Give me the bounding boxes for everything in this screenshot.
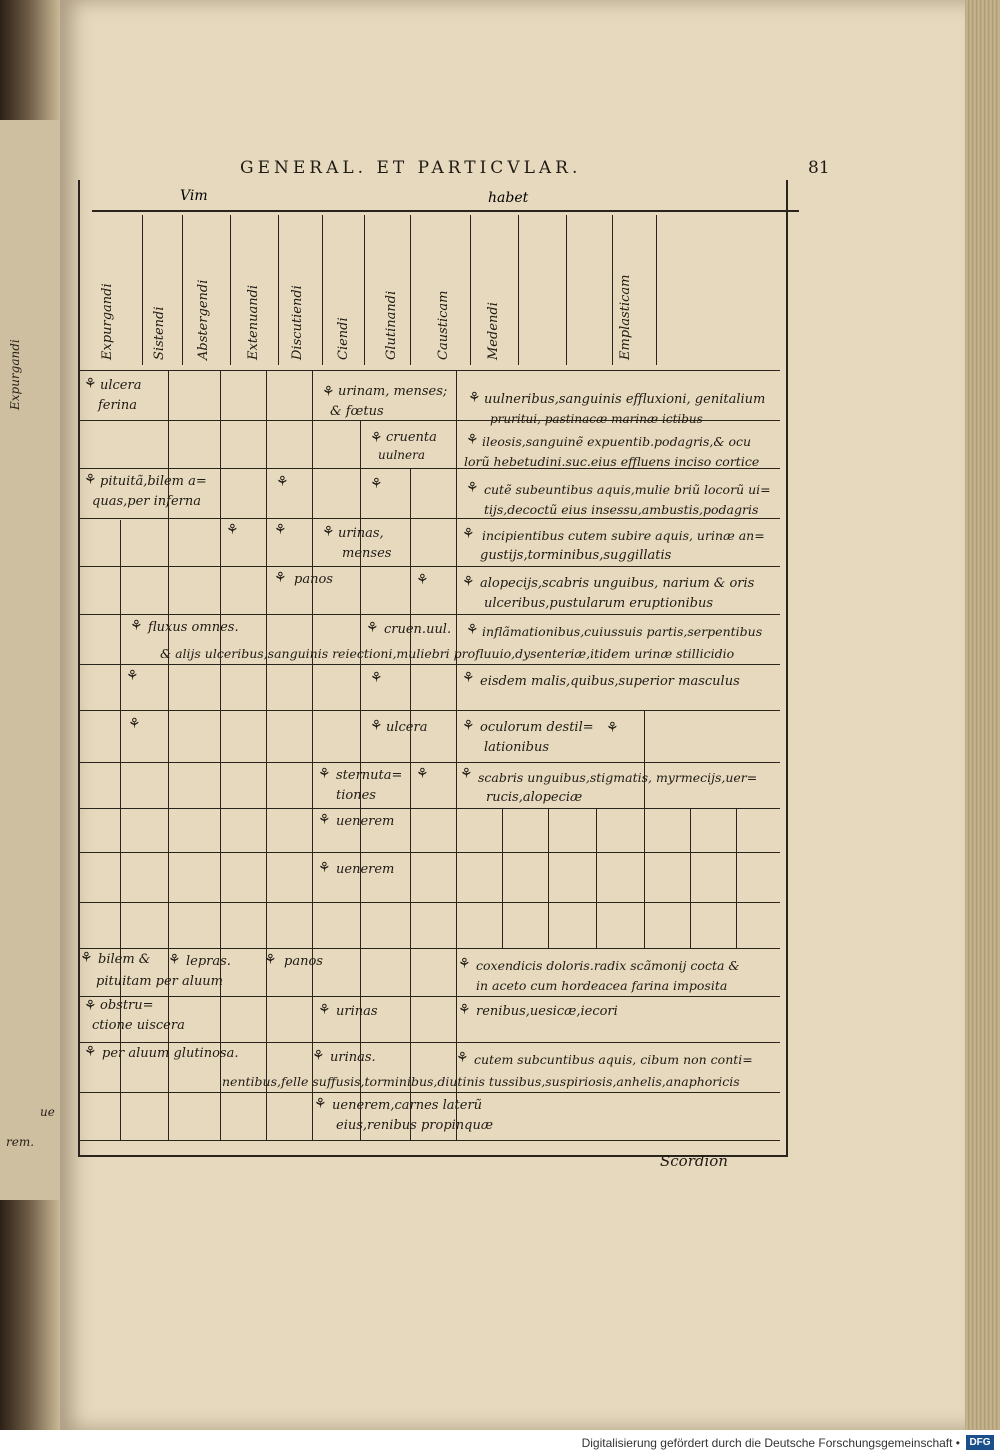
cell-line: incipientibus cutem subire aquis, urinæ an=	[482, 528, 765, 543]
column-rule	[518, 215, 519, 365]
cell-line: uulnera	[378, 448, 426, 462]
fleuron-mark: ⚘	[606, 720, 619, 736]
cell-line: uenerem	[336, 814, 395, 829]
fleuron-mark: ⚘	[128, 716, 141, 732]
row-rule	[80, 996, 780, 997]
column-rule	[470, 215, 471, 365]
catchword: Scordion	[660, 1152, 728, 1170]
row-rule	[80, 664, 780, 665]
cell-line: tijs,decoctũ eius insessu,ambustis,podagris	[484, 502, 759, 517]
row-rule	[80, 1140, 780, 1141]
cell-line: ileosis,sanguinẽ expuentib.podagris,& ocu	[482, 434, 752, 449]
fleuron-mark: ⚘	[322, 384, 335, 400]
cell-line: pituitam per aluum	[96, 974, 224, 989]
table-title-left: Vim	[180, 188, 208, 204]
cell-line: uenerem	[336, 862, 395, 877]
column-header: Abstergendi	[196, 279, 211, 360]
cell-line: urinam, menses;	[338, 384, 448, 399]
cell-line: coxendicis doloris.radix scãmonij cocta &	[476, 958, 740, 973]
row-rule	[80, 1042, 780, 1043]
column-header: Sistendi	[152, 306, 167, 360]
fleuron-mark: ⚘	[318, 766, 331, 782]
fleuron-mark: ⚘	[370, 670, 383, 686]
cell-line: urinas.	[330, 1050, 376, 1065]
cell-line: urinas	[336, 1004, 378, 1019]
cell-line: tiones	[336, 788, 376, 803]
cell-line: nentibus,felle suffusis,torminibus,diutinis tussibus,suspiriosis,anhelis,anaphoricis	[222, 1074, 740, 1089]
cell-line: sternuta=	[336, 768, 403, 783]
column-header: Extenuandi	[246, 284, 261, 360]
cell-line: bilem &	[98, 952, 151, 967]
cell-line: uulneribus,sanguinis effluxioni, genitalium	[484, 392, 766, 407]
cell-line: in aceto cum hordeacea farina imposita	[476, 978, 728, 993]
table-title-right: habet	[488, 190, 529, 206]
grid-line	[502, 808, 503, 948]
fleuron-mark: ⚘	[462, 526, 475, 542]
row-rule	[80, 370, 780, 371]
cell-line: lepras.	[186, 954, 231, 969]
fleuron-mark: ⚘	[370, 430, 383, 446]
fleuron-mark: ⚘	[462, 718, 475, 734]
fleuron-mark: ⚘	[130, 618, 143, 634]
fleuron-mark: ⚘	[462, 670, 475, 686]
fleuron-mark: ⚘	[168, 952, 181, 968]
fleuron-mark: ⚘	[274, 570, 287, 586]
row-rule	[80, 1092, 780, 1093]
cell-line: uenerem,carnes laterũ	[332, 1098, 483, 1113]
fleuron-mark: ⚘	[276, 474, 289, 490]
column-rule	[182, 215, 183, 365]
cell-line: ferina	[98, 398, 137, 413]
fleuron-mark: ⚘	[370, 476, 383, 492]
grid-line	[266, 370, 267, 1140]
fleuron-mark: ⚘	[466, 480, 479, 496]
cell-line: ulcera	[100, 378, 142, 393]
cell-line: rucis,alopeciæ	[486, 790, 583, 805]
row-rule	[80, 566, 780, 567]
fleuron-mark: ⚘	[126, 668, 139, 684]
fleuron-mark: ⚘	[466, 622, 479, 638]
fleuron-mark: ⚘	[314, 1096, 327, 1112]
row-rule	[80, 614, 780, 615]
cell-line: cutem subcuntibus aquis, cibum non conti=	[474, 1052, 753, 1067]
funding-notice: Digitalisierung gefördert durch die Deutsche Forschungsgemeinschaft •	[581, 1436, 960, 1450]
cell-line: cutẽ subeuntibus aquis,mulie briũ locorũ ui=	[484, 482, 771, 497]
fleuron-mark: ⚘	[468, 390, 481, 406]
grid-line	[220, 370, 221, 1140]
column-rule	[142, 215, 143, 365]
row-rule	[80, 762, 780, 763]
grid-line	[736, 808, 737, 948]
cell-line: & fœtus	[330, 404, 384, 419]
header-rule	[92, 210, 799, 212]
cell-line: oculorum destil=	[480, 720, 594, 735]
cell-line: ctione uiscera	[92, 1018, 185, 1033]
fleuron-mark: ⚘	[80, 950, 93, 966]
column-rule	[566, 215, 567, 365]
row-rule	[80, 710, 780, 711]
left-page-fragment: Expurgandi	[8, 339, 22, 410]
dfg-logo-icon: DFG	[966, 1435, 994, 1450]
cell-line: fluxus omnes.	[148, 620, 239, 635]
cell-line: renibus,uesicæ,iecori	[476, 1004, 618, 1019]
grid-line	[644, 710, 645, 948]
fleuron-mark: ⚘	[84, 1044, 97, 1060]
left-page-fragment: rem.	[6, 1135, 35, 1149]
fleuron-mark: ⚘	[416, 572, 429, 588]
column-rule	[612, 215, 613, 365]
fleuron-mark: ⚘	[416, 766, 429, 782]
column-header: Expurgandi	[100, 283, 115, 360]
cell-line: inflãmationibus,cuiussuis partis,serpentibus	[482, 624, 763, 639]
row-rule	[80, 808, 780, 809]
cell-line: menses	[342, 546, 392, 561]
row-rule	[80, 852, 780, 853]
column-rule	[364, 215, 365, 365]
cell-line: & alijs ulceribus,sanguinis reiectioni,muliebri profluuio,dysenteriæ,itidem urinæ stillicidio	[160, 646, 735, 661]
fleuron-mark: ⚘	[84, 472, 97, 488]
fleuron-mark: ⚘	[458, 1002, 471, 1018]
cell-line: eisdem malis,quibus,superior masculus	[480, 674, 740, 689]
cell-line: scabris unguibus,stigmatis, myrmecijs,uer=	[478, 770, 758, 785]
cell-line: obstru=	[100, 998, 154, 1013]
column-header: Medendi	[486, 302, 501, 360]
grid-line	[690, 808, 691, 948]
cell-line: cruenta	[386, 430, 437, 445]
column-rule	[656, 215, 657, 365]
column-header: Glutinandi	[384, 290, 399, 360]
fleuron-mark: ⚘	[322, 524, 335, 540]
cell-line: pituitã,bilem a=	[100, 474, 207, 489]
column-header: Ciendi	[336, 317, 351, 360]
cell-line: panos	[294, 572, 333, 587]
cell-line: gustijs,torminibus,suggillatis	[480, 548, 672, 563]
page-stack-edge	[965, 0, 1000, 1430]
cell-line: cruen.uul.	[384, 622, 452, 637]
fleuron-mark: ⚘	[466, 432, 479, 448]
cell-line: ulceribus,pustularum eruptionibus	[484, 596, 713, 611]
column-rule	[322, 215, 323, 365]
column-rule	[410, 215, 411, 365]
column-header: Causticam	[436, 290, 451, 360]
grid-line	[456, 370, 457, 1140]
footer-bar	[0, 1430, 1000, 1456]
running-head: GENERAL. ET PARTICVLAR.	[240, 158, 582, 178]
fleuron-mark: ⚘	[84, 376, 97, 392]
cell-line: quas,per inferna	[92, 494, 201, 509]
row-rule	[80, 948, 780, 949]
column-rule	[278, 215, 279, 365]
fleuron-mark: ⚘	[366, 620, 379, 636]
cell-line: pruritui, pastinacæ marinæ ictibus	[490, 412, 703, 426]
fleuron-mark: ⚘	[458, 956, 471, 972]
fleuron-mark: ⚘	[318, 860, 331, 876]
cell-line: lorũ hebetudini.suc.eius effluens inciso cortice	[464, 454, 760, 469]
fleuron-mark: ⚘	[264, 952, 277, 968]
fleuron-mark: ⚘	[84, 998, 97, 1014]
page-number: 81	[808, 158, 830, 178]
fleuron-mark: ⚘	[462, 574, 475, 590]
fleuron-mark: ⚘	[318, 812, 331, 828]
left-page-edge	[0, 120, 62, 1200]
grid-line	[596, 808, 597, 948]
column-header: Emplasticam	[618, 274, 633, 360]
grid-line	[312, 370, 313, 1140]
fleuron-mark: ⚘	[456, 1050, 469, 1066]
cell-line: ulcera	[386, 720, 428, 735]
fleuron-mark: ⚘	[274, 522, 287, 538]
cell-line: panos	[284, 954, 323, 969]
herbal-table	[78, 180, 788, 1157]
cell-line: urinas,	[338, 526, 384, 541]
column-rule	[230, 215, 231, 365]
row-rule	[80, 902, 780, 903]
cell-line: alopecijs,scabris unguibus, narium & oris	[480, 576, 755, 591]
fleuron-mark: ⚘	[460, 766, 473, 782]
fleuron-mark: ⚘	[370, 718, 383, 734]
fleuron-mark: ⚘	[312, 1048, 325, 1064]
left-page-fragment: ue	[40, 1105, 55, 1119]
cell-line: per aluum glutinosa.	[102, 1046, 239, 1061]
grid-line	[410, 468, 411, 1140]
fleuron-mark: ⚘	[226, 522, 239, 538]
cell-line: eius,renibus propinquæ	[336, 1118, 494, 1133]
column-header: Discutiendi	[290, 285, 305, 360]
fleuron-mark: ⚘	[318, 1002, 331, 1018]
grid-line	[548, 808, 549, 948]
cell-line: lationibus	[484, 740, 550, 755]
